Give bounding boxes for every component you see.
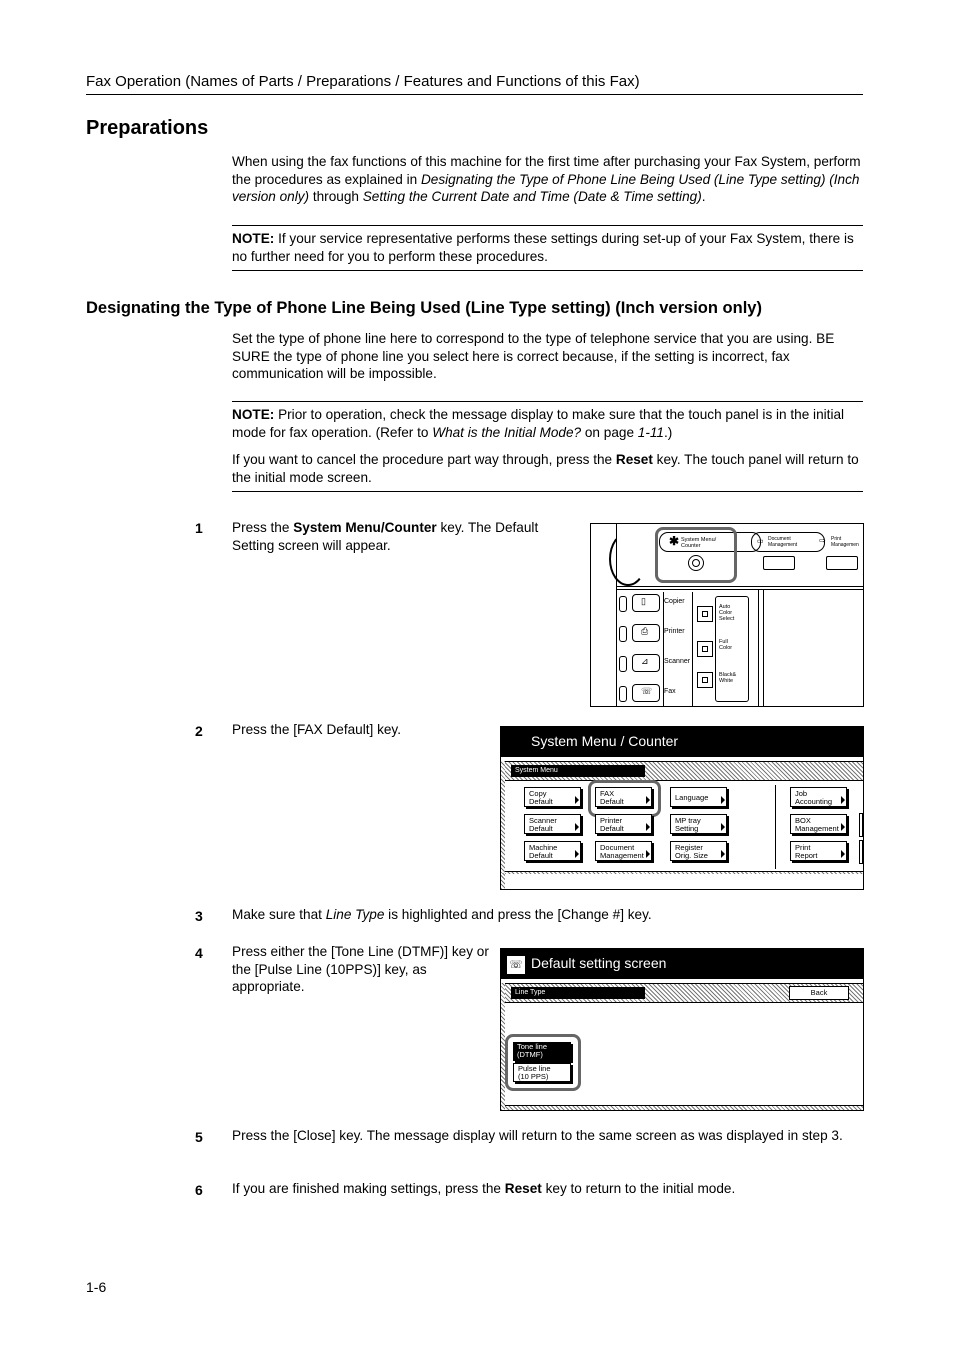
subsection-title: Designating the Type of Phone Line Being Used (Line Type setting) (Inch version only)	[86, 299, 762, 317]
document-management-button[interactable]	[763, 556, 795, 570]
gear-icon: ✱	[669, 534, 680, 548]
black-white-label: Black& White	[719, 672, 737, 684]
intro-reference-2: Setting the Current Date and Time (Date & Time setting)	[362, 189, 702, 204]
step-3-text: Make sure that Line Type is highlighted and press the [Change #] key.	[232, 907, 652, 922]
print-management-button[interactable]	[826, 556, 858, 570]
scanner-icon: ⊿	[641, 656, 649, 666]
full-color-label: Full Color	[719, 639, 733, 651]
control-panel-illustration: ✱ System Menu/ Counter ▭ Document Management ⇨ Print Managemen ▯ Copier ⎙ Printer ⊿ Scanner ☏ Fax Auto Color Select Full Color Black& White	[590, 523, 864, 707]
page-number: 1-6	[86, 1279, 107, 1295]
back-button[interactable]: Back	[789, 986, 849, 1000]
step-3-number: 3	[195, 908, 203, 924]
copy-default-key[interactable]: Copy Default	[524, 787, 581, 807]
fax-icon: ☏	[506, 955, 526, 975]
system-menu-tab: System Menu	[511, 765, 645, 777]
step-2-number: 2	[195, 723, 203, 739]
step-5-number: 5	[195, 1129, 203, 1145]
system-menu-label: System Menu/ Counter	[681, 537, 717, 549]
intro-reference-1: Designating the Type of Phone Line Being Used (Line Type setting) (Inch version only)	[232, 171, 860, 204]
step-6-number: 6	[195, 1182, 203, 1198]
subsection-intro: Set the type of phone line here to correspond to the type of telephone service that you are using. BE SURE the type of phone line you select here is correct because, if the setting is incorrect, fax communication will be impossible.	[232, 331, 835, 381]
copier-icon: ▯	[641, 596, 646, 606]
arrow-right-icon	[721, 823, 725, 831]
fax-default-key[interactable]: FAX Default	[595, 787, 652, 807]
step-6-text: If you are finished making settings, press the Reset key to return to the initial mode.	[232, 1181, 736, 1196]
step-1-number: 1	[195, 520, 203, 536]
step-4-number: 4	[195, 945, 203, 961]
line-type-highlight	[505, 1034, 581, 1091]
print-icon: ⇨	[819, 536, 826, 545]
arrow-right-icon	[721, 796, 725, 804]
step-5-text: Press the [Close] key. The message display will return to the same screen as was displayed in step 3.	[232, 1128, 843, 1143]
section-title: Preparations	[86, 117, 209, 139]
arrow-right-icon	[646, 823, 650, 831]
step-1-text: Press the System Menu/Counter key. The Default Setting screen will appear.	[232, 520, 539, 553]
note-label: NOTE:	[232, 231, 275, 246]
tone-line-dtmf-key[interactable]: Tone line (DTMF)	[513, 1042, 571, 1061]
fax-icon: ☏	[641, 686, 653, 696]
job-accounting-key[interactable]: Job Accounting	[790, 787, 847, 807]
printer-default-key[interactable]: Printer Default	[595, 814, 652, 834]
running-header: Fax Operation (Names of Parts / Preparations / Features and Functions of this Fax)	[86, 73, 863, 95]
document-management-screen-key[interactable]: Document Management	[595, 841, 652, 861]
arrow-right-icon	[575, 823, 579, 831]
mp-tray-setting-key[interactable]: MP tray Setting	[670, 814, 727, 834]
note-box-1	[232, 225, 863, 271]
arrow-right-icon	[841, 850, 845, 858]
arrow-right-icon	[646, 850, 650, 858]
line-type-tab: Line Type	[511, 987, 645, 999]
system-menu-screen	[500, 726, 864, 890]
section-intro: When using the fax functions of this machine for the first time after purchasing your Fax System, perform the procedures as explained in Designating the Type of Phone Line Being Used (Line Type setting) (Inch version only) through Setting the Current Date and Time (Date & Time setting).	[232, 154, 861, 204]
default-setting-screen	[500, 948, 864, 1111]
arrow-right-icon	[841, 823, 845, 831]
fax-default-highlight	[588, 780, 661, 817]
scanner-default-key[interactable]: Scanner Default	[524, 814, 581, 834]
pulse-line-10pps-key[interactable]: Pulse line (10 PPS)	[513, 1063, 571, 1082]
system-menu-screen-title: System Menu / Counter	[501, 727, 863, 757]
highlight-ring	[655, 527, 737, 583]
note-cancel: If you want to cancel the procedure part way through, press the Reset key. The touch panel will return to the initial mode screen.	[232, 452, 859, 485]
folder-icon: ▭	[757, 538, 764, 545]
step-2-text: Press the [FAX Default] key.	[232, 722, 401, 737]
arrow-right-icon	[575, 796, 579, 804]
arrow-right-icon	[721, 850, 725, 858]
register-orig-size-key[interactable]: Register Orig. Size	[670, 841, 727, 861]
printer-icon: ⎙	[641, 626, 649, 636]
box-management-key[interactable]: BOX Management	[790, 814, 847, 834]
note-box-2	[232, 401, 863, 492]
auto-color-select-label: Auto Color Select	[719, 604, 735, 622]
note-text: If your service representative performs these settings during set-up of your Fax System, there is no further need for you to perform these procedures.	[232, 231, 854, 264]
arrow-right-icon	[841, 796, 845, 804]
print-management-label: Print Managemen	[831, 536, 859, 548]
step-4-text: Press either the [Tone Line (DTMF)] key or the [Pulse Line (10PPS)] key, as appropriate.	[232, 944, 489, 994]
print-report-key[interactable]: Print Report	[790, 841, 847, 861]
default-setting-screen-title: Default setting screen	[501, 949, 863, 979]
machine-default-key[interactable]: Machine Default	[524, 841, 581, 861]
document-management-label: Document Management	[768, 536, 798, 548]
arrow-right-icon	[575, 850, 579, 858]
language-key[interactable]: Language	[670, 787, 727, 807]
note-initial-mode: NOTE: Prior to operation, check the message display to make sure that the touch panel is in the initial mode for fax operation. (Refer to What is the Initial Mode? on page 1-11.)	[232, 407, 845, 440]
